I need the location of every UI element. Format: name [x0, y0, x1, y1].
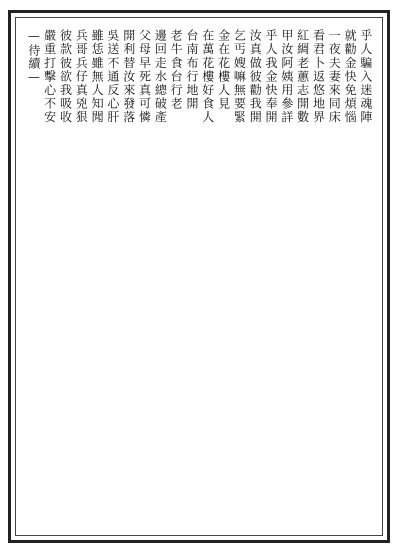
- text-column: 吳送不通反心肝: [105, 29, 120, 125]
- text-column: 乎人騙入迷魂陣: [358, 29, 373, 125]
- text-column: 甲汝阿姨用參詳: [279, 29, 294, 125]
- text-column: 台南布行地開: [184, 29, 199, 111]
- text-column: 紅綢老蕙志開數: [295, 29, 310, 125]
- text-column: 一夜夫妻來同床: [327, 29, 342, 125]
- text-column: 父母早死真可憐: [137, 29, 152, 125]
- continued-mark: —待續—: [26, 29, 41, 85]
- text-column: 看君卜返悠地界: [311, 29, 326, 125]
- text-column: 乞丐嫂嘛無要緊: [232, 29, 247, 125]
- text-column: 雖恁雖無人知聞: [90, 29, 105, 125]
- text-column: 兵哥兵仔真兇狠: [74, 29, 89, 125]
- text-column: 邊回走水總破產: [153, 29, 168, 125]
- text-column: 金在花樓人見: [216, 29, 231, 111]
- text-column: 就勸金快免煩惱: [343, 29, 358, 125]
- text-column: 在萬花樓好食人: [200, 29, 215, 125]
- text-column: 嚴重打擊心不安: [42, 29, 57, 125]
- text-column: 開利替汝來發落: [121, 29, 136, 125]
- page-frame: [8, 10, 390, 543]
- text-column: 老牛食台行老: [169, 29, 184, 111]
- text-column: 乎人我金快奉開: [264, 29, 278, 125]
- text-page: [11, 13, 387, 540]
- text-column: 汝真做彼勸我開: [248, 29, 263, 125]
- text-column: 彼款彼欲我吸收: [58, 29, 73, 125]
